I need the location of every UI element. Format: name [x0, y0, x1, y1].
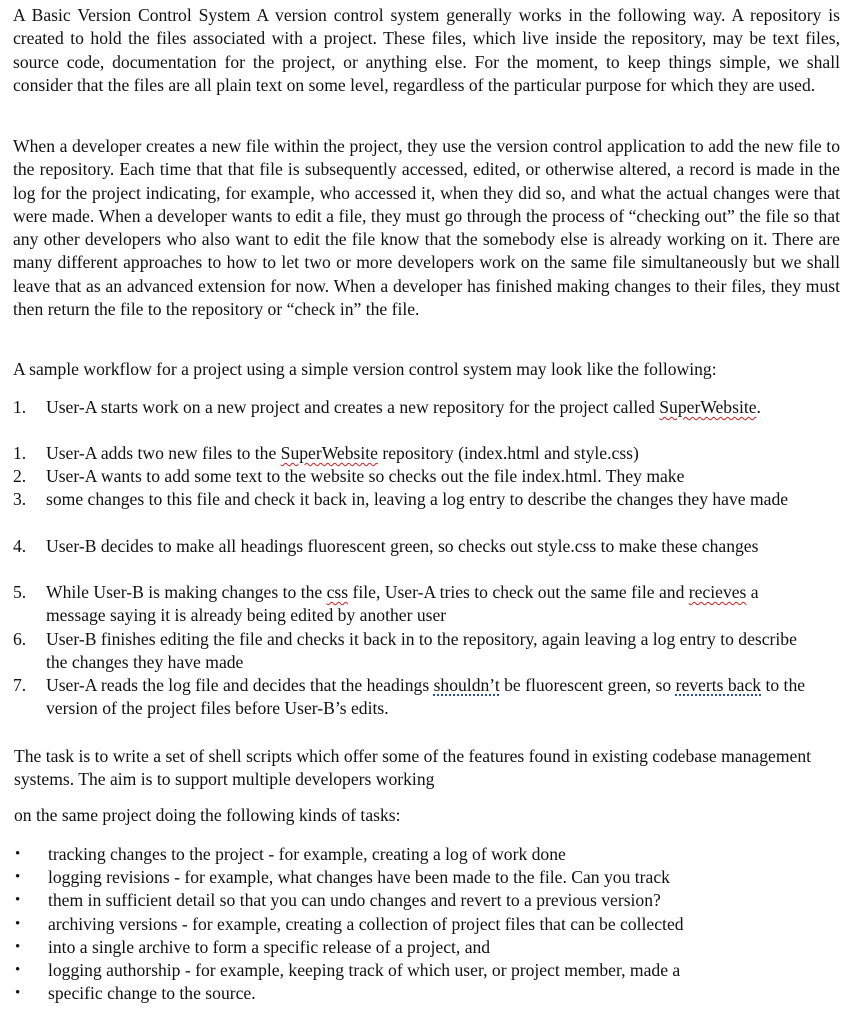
spell-flagged-word: recieves	[688, 582, 747, 602]
bullet-icon: •	[15, 846, 21, 862]
list-number: 4.	[13, 536, 27, 556]
list-number: 3.	[13, 489, 27, 509]
list-item-text: While User-B is making changes to the css file, User-A tries to check out the same file and recieves a message saying it is already being edited by another user	[46, 582, 759, 626]
list-item-text: User-B finishes editing the file and checks it back in to the repository, again leaving a log entry to describe the changes they have made	[46, 629, 797, 673]
bullet-text: specific change to the source.	[48, 983, 256, 1003]
workflow-intro-paragraph: A sample workflow for a project using a simple version control system may look like the following:	[13, 359, 717, 379]
list-item-text: some changes to this file and check it back in, leaving a log entry to describe the changes they have made	[46, 489, 789, 509]
bullet-icon: •	[15, 869, 21, 885]
list-item-text: User-B decides to make all headings fluorescent green, so checks out style.css to make these changes	[46, 536, 759, 556]
list-number: 5.	[13, 582, 27, 602]
list-item-text: User-A reads the log file and decides that the headings shouldn’t be fluorescent green, so reverts back to the version of the project files before User-B’s edits.	[46, 675, 806, 719]
list-number: 7.	[13, 675, 27, 695]
bullet-text: logging revisions - for example, what changes have been made to the file. Can you track	[48, 867, 670, 887]
bullet-text: tracking changes to the project - for example, creating a log of work done	[48, 844, 566, 864]
spell-flagged-word: css	[326, 582, 349, 602]
check-in-out-paragraph: When a developer creates a new file within the project, they use the version control application to add the new file to the repository. Each time that that file is subsequently accessed, edited, or otherwise altered, a record is made in the log for the project indicating, for example, who accessed it, when they did so, and what the actual changes were that were made. When a developer wants to edit a file, they must go through the process of “checking out” the file so that any other developers who also want to edit the file know that the somebody else is already working on it. There are many different approaches to how to let two or more developers work on the same file simultaneously but we shall leave that as an advanced extension for now. When a developer has finished making changes to their files, they must then return the file to the repository or “check in” the file.	[13, 136, 840, 320]
bullet-text: them in sufficient detail so that you can undo changes and revert to a previous version?	[48, 890, 661, 910]
list-item-text: User-A starts work on a new project and creates a new repository for the project called SuperWebsite.	[46, 397, 761, 417]
bullet-icon: •	[15, 962, 21, 978]
list-item-text: User-A adds two new files to the SuperWebsite repository (index.html and style.css)	[46, 443, 639, 463]
bullet-icon: •	[15, 985, 21, 1001]
bullet-text: archiving versions - for example, creating a collection of project files that can be collected	[48, 914, 684, 934]
bullet-icon: •	[15, 892, 21, 908]
list-number: 6.	[13, 629, 27, 649]
task-continuation-paragraph: on the same project doing the following kinds of tasks:	[14, 805, 401, 825]
spell-flagged-word: SuperWebsite	[659, 397, 757, 417]
list-number: 1.	[13, 443, 27, 463]
grammar-flagged-word: shouldn’t	[433, 675, 500, 695]
grammar-flagged-phrase: reverts back	[675, 675, 762, 695]
list-number: 1.	[13, 397, 27, 417]
spell-flagged-word: SuperWebsite	[280, 443, 378, 463]
bullet-text: logging authorship - for example, keeping track of which user, or project member, made a	[48, 960, 681, 980]
task-paragraph: The task is to write a set of shell scripts which offer some of the features found in existing codebase management systems. The aim is to support multiple developers working	[14, 746, 812, 790]
list-item-text: User-A wants to add some text to the website so checks out the file index.html. They make	[46, 466, 685, 486]
intro-paragraph: A Basic Version Control System A version control system generally works in the following way. A repository is created to hold the files associated with a project. These files, which live inside the repository, may be text files, source code, documentation for the project, or anything else. For the moment, to keep things simple, we shall consider that the files are all plain text on some level, regardless of the particular purpose for which they are used.	[13, 5, 840, 95]
bullet-text: into a single archive to form a specific release of a project, and	[48, 937, 491, 957]
list-number: 2.	[13, 466, 27, 486]
bullet-icon: •	[15, 916, 21, 932]
bullet-icon: •	[15, 939, 21, 955]
